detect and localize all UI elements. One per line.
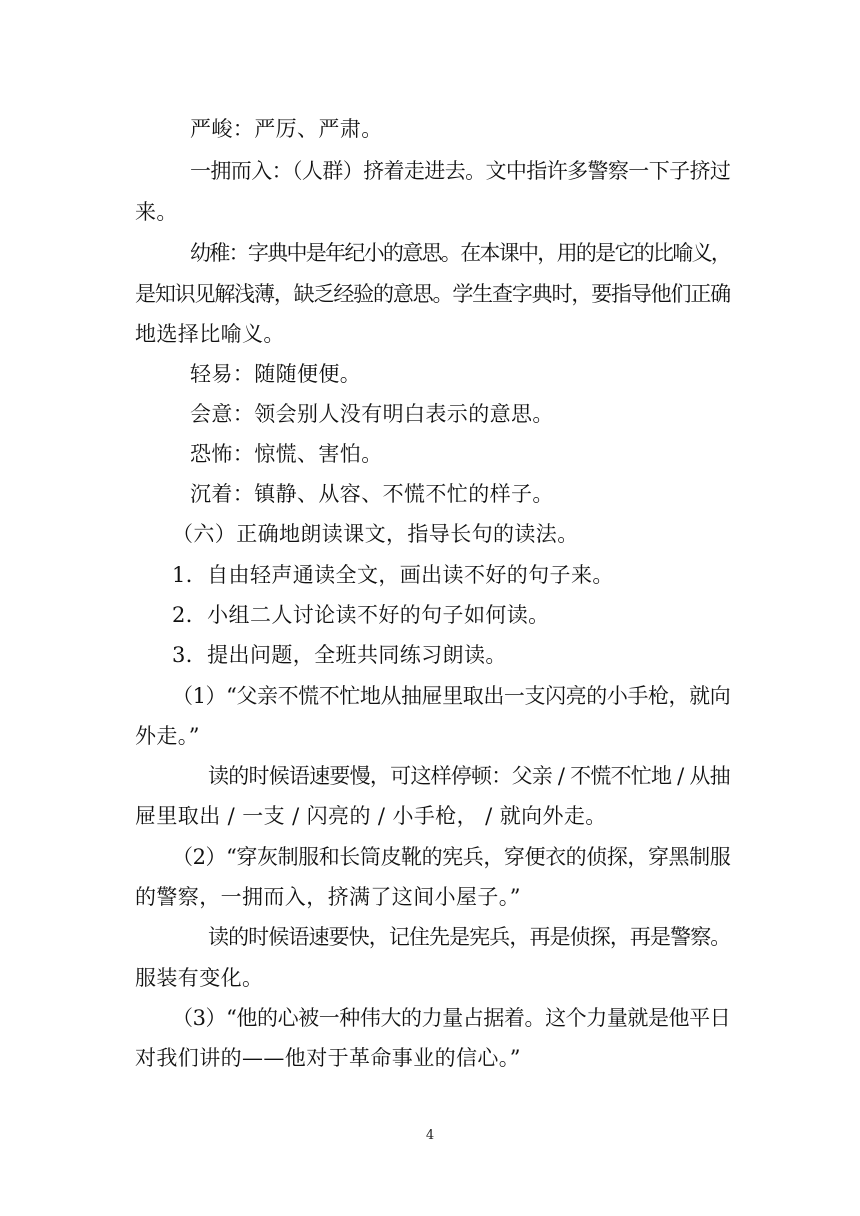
text-line: 幼稚：字典中是年纪小的意思。在本课中，用的是它的比喻义，	[190, 241, 731, 265]
text-line: 轻易：随随便便。	[190, 362, 362, 386]
text-line: 恐怖：惊慌、害怕。	[190, 442, 383, 466]
text-line: 是知识见解浅薄，缺乏经验的意思。学生查字典时，要指导他们正确	[135, 282, 730, 306]
text-line: 读的时候语速要快，记住先是宪兵，再是侦探，再是警察。	[208, 925, 731, 949]
text-line: 严峻：严厉、严肃。	[190, 117, 383, 141]
list-item: 2．小组二人讨论读不好的句子如何读。	[172, 603, 550, 627]
text-line: （1）“父亲不慌不忙地从抽屉里取出一支闪亮的小手枪，就向	[172, 684, 731, 708]
text-line: 沉着：镇静、从容、不慌不忙的样子。	[190, 482, 554, 506]
text-line: 的警察，一拥而入，挤满了这间小屋子。”	[135, 885, 521, 909]
text-line: 外走。”	[135, 724, 200, 748]
list-item: 3．提出问题，全班共同练习朗读。	[172, 643, 507, 667]
text-line: 对我们讲的——他对于革命事业的信心。”	[135, 1046, 521, 1070]
text-line: （2）“穿灰制服和长筒皮靴的宪兵，穿便衣的侦探，穿黑制服	[172, 845, 731, 869]
text-line: 屉里取出 / 一支 / 闪亮的 / 小手枪， / 就向外走。	[135, 804, 607, 828]
section-heading: （六）正确地朗读课文，指导长句的读法。	[172, 522, 579, 546]
text-line: 服装有变化。	[135, 966, 264, 990]
text-line: 来。	[135, 200, 178, 224]
text-line: 地选择比喻义。	[135, 322, 285, 346]
text-line: （3）“他的心被一种伟大的力量占据着。这个力量就是他平日	[172, 1006, 731, 1030]
page-number: 4	[425, 1128, 435, 1143]
text-line: 读的时候语速要慢，可这样停顿：父亲 / 不慌不忙地 / 从抽	[208, 764, 730, 788]
text-line: 会意：领会别人没有明白表示的意思。	[190, 402, 554, 426]
text-line: 一拥而入：（人群）挤着走进去。文中指许多警察一下子挤过	[190, 159, 731, 183]
list-item: 1．自由轻声通读全文，画出读不好的句子来。	[172, 563, 614, 587]
